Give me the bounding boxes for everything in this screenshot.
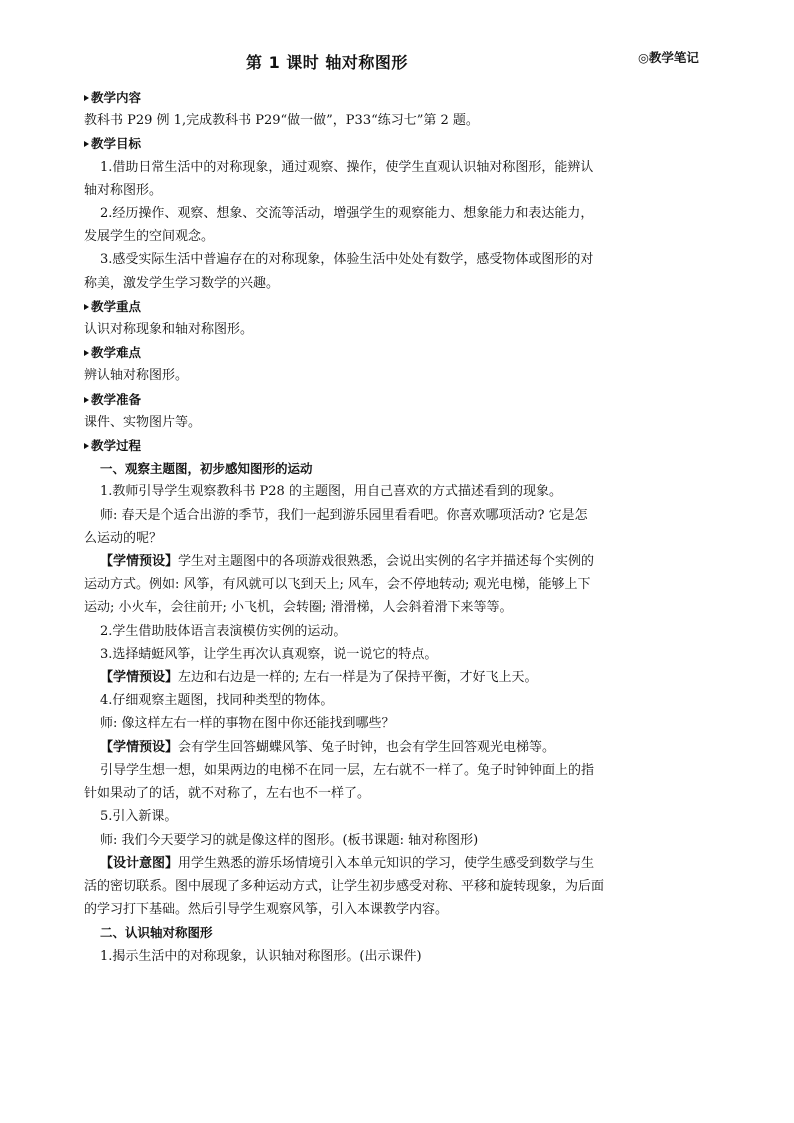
- process-paragraph: 活的密切联系。图中展现了多种运动方式，让学生初步感受对称、平移和旋转现象，为后面: [84, 878, 605, 894]
- goal-2-line-1: 2.经历操作、观察、想象、交流等活动，增强学生的观察能力、想象能力和表达能力，: [100, 206, 594, 222]
- triangle-bullet-icon: [84, 304, 89, 310]
- process-paragraph: 5.引入新课。: [100, 809, 178, 825]
- process-paragraph: 【学情预设】学生对主题图中的各项游戏很熟悉，会说出实例的名字并描述每个实例的: [100, 554, 595, 570]
- process-paragraph: 么运动的呢？: [84, 530, 163, 546]
- lesson-content: [84, 86, 614, 968]
- part-1-title: 一、观察主题图，初步感知图形的运动: [100, 461, 313, 477]
- section-heading-goals: 教学目标: [84, 132, 614, 155]
- teaching-notes-label: ◎教学笔记: [638, 50, 699, 65]
- process-paragraph: 师: 我们今天要学习的就是像这样的图形。(板书课题: 轴对称图形): [100, 832, 479, 848]
- goal-3-line-1: 3.感受实际生活中普遍存在的对称现象，体验生活中处处有数学，感受物体或图形的对: [100, 252, 594, 268]
- process-paragraph: 【学情预设】左边和右边是一样的; 左右一样是为了保持平衡，才好飞上天。: [100, 670, 538, 686]
- process-paragraph: 引导学生想一想，如果两边的电梯不在同一层，左右就不一样了。兔子时钟钟面上的指: [100, 762, 595, 778]
- process-paragraph: 师: 春天是个适合出游的季节，我们一起到游乐园里看看吧。你喜欢哪项活动? 它是怎: [100, 507, 588, 523]
- process-paragraph: 2.学生借助肢体语言表演模仿实例的运动。: [100, 623, 347, 639]
- process-paragraph: 【学情预设】会有学生回答蝴蝶风筝、兔子时钟，也会有学生回答观光电梯等。: [100, 739, 556, 755]
- process-paragraph: 运动; 小火车，会往前开; 小飞机，会转圈; 滑滑梯，人会斜着滑下来等等。: [84, 600, 513, 616]
- section-heading-process: 教学过程: [84, 434, 614, 457]
- process-paragraph: 运动方式。例如: 风筝，有风就可以飞到天上; 风车，会不停地转动; 观光电梯，能够上下: [84, 577, 591, 593]
- process-paragraph: 师: 像这样左右一样的事物在图中你还能找到哪些？: [100, 716, 395, 732]
- preset-tag: 【学情预设】: [100, 739, 179, 755]
- triangle-bullet-icon: [84, 350, 89, 356]
- triangle-bullet-icon: [84, 397, 89, 403]
- content-text: 教科书 P29 例 1,完成教科书 P29“做一做”，P33“练习七”第 2 题。: [84, 113, 479, 129]
- goal-3-line-2: 称美，激发学生学习数学的兴趣。: [84, 275, 280, 291]
- process-paragraph: 1.揭示生活中的对称现象，认识轴对称图形。(出示课件): [100, 948, 422, 964]
- section-heading-prep: 教学准备: [84, 388, 614, 411]
- triangle-bullet-icon: [84, 443, 89, 449]
- process-paragraph: 的学习打下基础。然后引导学生观察风筝，引入本课教学内容。: [84, 902, 449, 918]
- process-paragraph: 1.教师引导学生观察教科书 P28 的主题图，用自己喜欢的方式描述看到的现象。: [100, 484, 562, 500]
- section-heading-key: 教学重点: [84, 295, 614, 318]
- process-paragraph: 3.选择蜻蜓风筝，让学生再次认真观察，说一说它的特点。: [100, 646, 438, 662]
- preset-tag: 【学情预设】: [100, 670, 179, 686]
- section-heading-difficulty: 教学难点: [84, 341, 614, 364]
- part-2-title: 二、认识轴对称图形: [100, 925, 213, 941]
- intent-tag: 【设计意图】: [100, 855, 179, 871]
- lesson-title: 第 1 课时 轴对称图形: [246, 53, 408, 72]
- section-heading-content: 教学内容: [84, 86, 614, 109]
- preset-tag: 【学情预设】: [100, 554, 179, 570]
- prep-text: 课件、实物图片等。: [84, 414, 202, 430]
- triangle-bullet-icon: [84, 95, 89, 101]
- key-text: 认识对称现象和轴对称图形。: [84, 322, 254, 338]
- difficulty-text: 辨认轴对称图形。: [84, 368, 189, 384]
- triangle-bullet-icon: [84, 141, 89, 147]
- process-paragraph: 针如果动了的话，就不对称了，左右也不一样了。: [84, 786, 371, 802]
- process-paragraph: 【设计意图】用学生熟悉的游乐场情境引入本单元知识的学习，使学生感受到数学与生: [100, 855, 595, 871]
- process-paragraph: 4.仔细观察主题图，找同种类型的物体。: [100, 693, 334, 709]
- goal-2-line-2: 发展学生的空间观念。: [84, 229, 215, 245]
- goal-1-line-1: 1.借助日常生活中的对称现象，通过观察、操作，使学生直观认识轴对称图形，能辨认: [100, 159, 594, 175]
- goal-1-line-2: 轴对称图形。: [84, 182, 163, 198]
